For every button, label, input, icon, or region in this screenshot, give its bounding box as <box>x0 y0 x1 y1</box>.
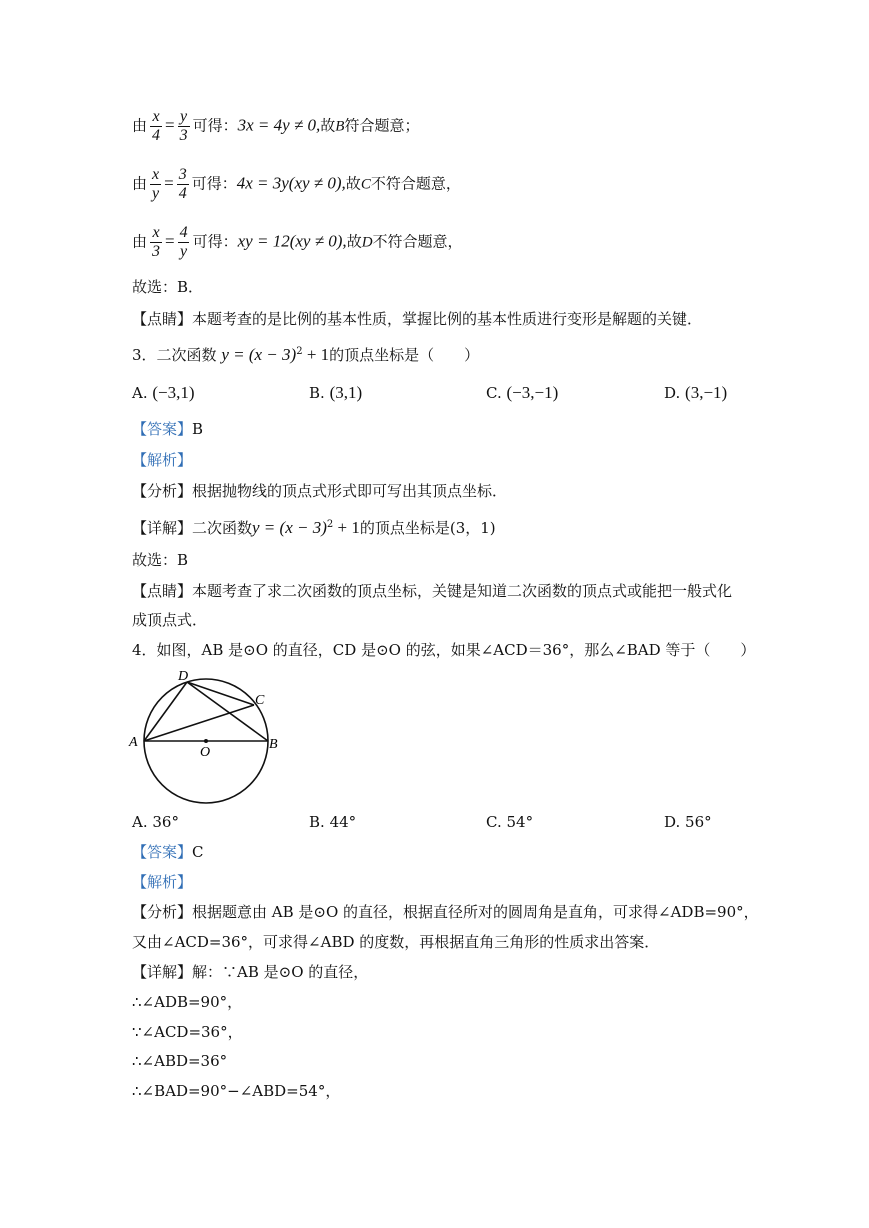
q4-fenxi-2: 又由∠ACD=36°，可求得∠ABD 的度数，再根据直角三角形的性质求出答案． <box>132 933 660 951</box>
line-c: 由 $\frac{x}{y}$ = $\frac{3}{4}$ 可得：4x = 3y(xy ≠ 0),故C不符合题意， <box>132 166 461 202</box>
fraction: $\frac{x}{3}$ <box>152 224 161 260</box>
q2-comment: 【点睛】本题考查的是比例的基本性质，掌握比例的基本性质进行变形是解题的关键． <box>132 310 703 328</box>
center-dot <box>204 739 208 743</box>
fraction: $\frac{x}{y}$ <box>152 166 160 202</box>
line-d: 由 $\frac{x}{3}$ = $\frac{4}{y}$ 可得：xy = 12(xy ≠ 0),故D不符合题意， <box>132 224 463 260</box>
q3-comment-2: 成顶点式． <box>132 611 208 629</box>
q4-option-c[interactable]: C. 54° <box>486 813 534 831</box>
label-b: B <box>269 737 278 752</box>
q3-analysis-tag: 【解析】 <box>132 451 193 469</box>
q4-step-5: ∴∠BAD=90°−∠ABD=54°， <box>132 1082 341 1100</box>
q4-option-b[interactable]: B. 44° <box>309 813 357 831</box>
line-b: 由 $\frac{x}{4}$ = $\frac{y}{3}$ 可得：3x = 4y ≠ 0,故B符合题意； <box>132 108 420 144</box>
chord-ac <box>144 705 254 741</box>
q4-step-2: ∴∠ADB=90°， <box>132 993 243 1011</box>
q3-xiangjie: 【详解】二次函数$y = (x - 3)^2 + 1$的顶点坐标是(3，1) <box>132 518 496 537</box>
q3-stem: 3．二次函数 $y = (x - 3)^2 + 1$的顶点坐标是（ ） <box>132 345 480 364</box>
q3-answer: 【答案】B <box>132 420 204 438</box>
q3-option-a[interactable]: A. (−3,1) <box>132 383 195 402</box>
q3-comment-1: 【点睛】本题考查了求二次函数的顶点坐标，关键是知道二次函数的顶点式或能把一般式化 <box>132 582 733 600</box>
label-a: A <box>129 735 138 750</box>
label-c: C <box>255 693 265 708</box>
fraction: $\frac{4}{y}$ <box>179 224 188 260</box>
q4-step-3: ∵∠ACD=36°， <box>132 1023 243 1041</box>
text-prefix: 由 <box>132 116 148 135</box>
q3-fenxi: 【分析】根据抛物线的顶点式形式即可写出其顶点坐标． <box>132 482 508 500</box>
q4-answer: 【答案】C <box>132 843 204 861</box>
q3-option-b[interactable]: B. (3,1) <box>309 383 363 402</box>
circle-figure <box>126 664 290 806</box>
fraction: $\frac{x}{4}$ <box>152 108 161 144</box>
chord-ad <box>144 682 187 741</box>
label-d: D <box>178 669 189 684</box>
q4-option-a[interactable]: A. 36° <box>132 813 179 831</box>
q4-step-1: 【详解】解：∵AB 是⊙O 的直径， <box>132 963 369 981</box>
q4-option-d[interactable]: D. 56° <box>664 813 712 831</box>
label-o: O <box>200 745 211 760</box>
q4-step-4: ∴∠ABD=36° <box>132 1052 228 1070</box>
q4-fenxi-1: 【分析】根据题意由 AB 是⊙O 的直径，根据直径所对的圆周角是直角，可求得∠ADB=90°， <box>132 903 759 921</box>
fraction: $\frac{3}{4}$ <box>178 166 187 202</box>
q4-analysis-tag: 【解析】 <box>132 873 193 891</box>
chord-db <box>187 682 268 741</box>
q3-choose: 故选：B <box>132 551 189 569</box>
q3-option-d[interactable]: D. (3,−1) <box>664 383 728 402</box>
chord-dc <box>187 682 254 705</box>
q2-choose: 故选：B． <box>132 278 204 296</box>
fraction: $\frac{y}{3}$ <box>179 108 188 144</box>
q4-stem: 4．如图，AB 是⊙O 的直径，CD 是⊙O 的弦，如果∠ACD＝36°，那么∠BAD 等于（ ） <box>132 641 756 659</box>
q3-option-c[interactable]: C. (−3,−1) <box>486 383 559 402</box>
